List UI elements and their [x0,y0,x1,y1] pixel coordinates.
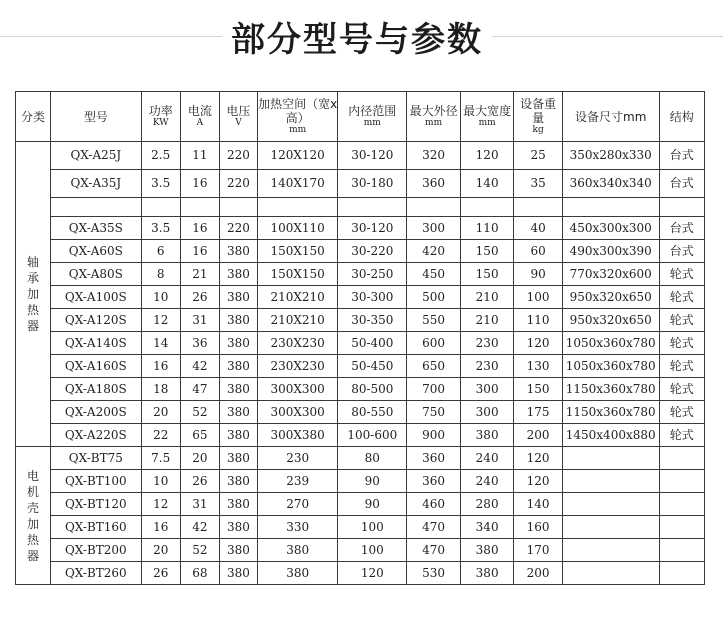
table-cell: 160 [514,516,562,539]
table-cell: 1150x360x780 [562,401,659,424]
table-cell: 110 [514,309,562,332]
table-cell: 65 [180,424,219,447]
table-cell: 120 [460,142,514,170]
table-row [16,493,705,516]
column-header [257,92,337,142]
table-cell: 120 [338,562,407,585]
table-cell: 120X120 [257,142,337,170]
table-cell: 300X380 [257,424,337,447]
table-cell: QX-A160S [51,355,142,378]
table-cell: 16 [141,355,180,378]
table-cell: 380 [257,562,337,585]
table-cell: 轮式 [659,286,704,309]
table-cell: 10 [141,286,180,309]
table-cell: 550 [407,309,461,332]
table-cell [562,516,659,539]
table-header [16,92,705,142]
table-cell: QX-BT260 [51,562,142,585]
table-row [16,286,705,309]
table-cell: 300 [407,217,461,240]
column-header-unit: kg [532,125,544,135]
category-cell: 电机壳加热器 [16,447,51,585]
column-header [514,92,562,142]
table-cell: 120 [514,447,562,470]
table-cell: 11 [180,142,219,170]
column-header-label: 结构 [669,109,694,124]
table-row [16,539,705,562]
table-cell: 380 [219,378,257,401]
table-cell: 380 [219,309,257,332]
table-cell: 50-450 [338,355,407,378]
table-cell: 600 [407,332,461,355]
table-cell [659,516,704,539]
table-cell: QX-BT120 [51,493,142,516]
table-cell: 20 [141,539,180,562]
table-cell: 80 [338,447,407,470]
table-cell: 360 [407,447,461,470]
table-cell: 380 [460,539,514,562]
table-row [16,378,705,401]
table-cell [562,562,659,585]
column-header-unit: mm [363,118,381,128]
table-cell: 30-120 [338,142,407,170]
title-rule-right [492,36,723,37]
table-cell [562,470,659,493]
table-cell: 350x280x330 [562,142,659,170]
table-cell: 230 [460,332,514,355]
table-cell: QX-A35S [51,217,142,240]
table-row [16,263,705,286]
table-cell: 360x340x340 [562,170,659,198]
table-cell [514,198,562,217]
column-header-label: 内径范围 [348,104,397,118]
table-cell: 200 [514,562,562,585]
table-cell: 100 [338,516,407,539]
table-cell: 470 [407,539,461,562]
table-cell: 220 [219,142,257,170]
table-cell: QX-BT160 [51,516,142,539]
table-cell: 轮式 [659,401,704,424]
table-cell: 31 [180,493,219,516]
table-cell: 175 [514,401,562,424]
table-cell: 40 [514,217,562,240]
column-header-unit: mm [425,118,443,128]
table-cell: QX-A60S [51,240,142,263]
table-cell: 360 [407,470,461,493]
table-cell: 42 [180,516,219,539]
column-header [338,92,407,142]
table-cell: 420 [407,240,461,263]
table-cell [659,539,704,562]
table-row [16,516,705,539]
table-cell: 530 [407,562,461,585]
table-cell [562,447,659,470]
table-cell: 230 [257,447,337,470]
column-header [562,92,659,142]
table-cell: 150 [514,378,562,401]
table-row [16,562,705,585]
table-cell: 380 [219,493,257,516]
table-cell: 16 [141,516,180,539]
column-header-label: 电压 [226,104,251,118]
table-cell: 16 [180,240,219,263]
table-cell: 950x320x650 [562,286,659,309]
column-header-label: 型号 [83,109,108,124]
table-cell: 650 [407,355,461,378]
title-banner [0,0,723,80]
table-cell: 26 [141,562,180,585]
table-cell: 1050x360x780 [562,355,659,378]
table-cell: 台式 [659,142,704,170]
table-cell: 380 [257,539,337,562]
table-cell: 380 [219,240,257,263]
table-cell: 3.5 [141,217,180,240]
table-row [16,170,705,198]
table-body [16,142,705,585]
table-cell: 470 [407,516,461,539]
table-cell: 500 [407,286,461,309]
table-cell: 460 [407,493,461,516]
table-cell: 210X210 [257,286,337,309]
table-cell: 18 [141,378,180,401]
table-cell: 380 [219,539,257,562]
table-cell: 22 [141,424,180,447]
table-cell: 210 [460,309,514,332]
table-cell: 130 [514,355,562,378]
table-cell: 60 [514,240,562,263]
table-cell: 2.5 [141,142,180,170]
table-cell: QX-A80S [51,263,142,286]
column-header [141,92,180,142]
table-cell: 380 [219,332,257,355]
table-cell: QX-A25J [51,142,142,170]
column-header [407,92,461,142]
column-header-unit: KW [152,118,169,128]
table-cell: QX-A220S [51,424,142,447]
table-cell: 240 [460,470,514,493]
table-cell: QX-BT200 [51,539,142,562]
column-header [51,92,142,142]
table-cell: QX-A120S [51,309,142,332]
table-cell: 25 [514,142,562,170]
table-cell: 30-180 [338,170,407,198]
table-cell: 230X230 [257,332,337,355]
table-cell: 300X300 [257,401,337,424]
table-cell: 770x320x600 [562,263,659,286]
table-cell: 380 [219,401,257,424]
table-cell: 170 [514,539,562,562]
table-cell: 140X170 [257,170,337,198]
table-cell [659,562,704,585]
table-cell: 380 [219,424,257,447]
table-cell: QX-A35J [51,170,142,198]
table-cell: 30-250 [338,263,407,286]
table-cell: 台式 [659,217,704,240]
table-cell: 220 [219,170,257,198]
table-cell: 3.5 [141,170,180,198]
table-cell: 6 [141,240,180,263]
table-cell: 8 [141,263,180,286]
table-cell: 50-400 [338,332,407,355]
column-header-label: 加热空间（宽x高） [258,97,338,125]
table-cell [219,198,257,217]
table-cell: 1150x360x780 [562,378,659,401]
category-cell: 轴承加热器 [16,142,51,447]
table-cell: 47 [180,378,219,401]
table-cell: 239 [257,470,337,493]
table-cell [180,198,219,217]
table-cell: 30-300 [338,286,407,309]
table-cell: 120 [514,332,562,355]
table-cell: 300 [460,401,514,424]
table-cell: 30-120 [338,217,407,240]
table-cell: 52 [180,401,219,424]
table-cell [257,198,337,217]
table-cell: 200 [514,424,562,447]
table-cell: 380 [219,286,257,309]
table-cell: 120 [514,470,562,493]
table-cell: 80-550 [338,401,407,424]
table-cell: 380 [219,470,257,493]
table-cell: 150 [460,240,514,263]
table-cell: 450 [407,263,461,286]
table-cell [562,493,659,516]
table-row [16,447,705,470]
table-cell: 30-350 [338,309,407,332]
table-cell: QX-A200S [51,401,142,424]
table-cell [659,470,704,493]
table-cell: QX-A140S [51,332,142,355]
table-cell: 14 [141,332,180,355]
table-cell: 42 [180,355,219,378]
table-cell: 490x300x390 [562,240,659,263]
table-cell: 380 [460,562,514,585]
table-cell: 110 [460,217,514,240]
table-cell: 450x300x300 [562,217,659,240]
table-cell: 30-220 [338,240,407,263]
table-cell: 16 [180,170,219,198]
table-cell: 150 [460,263,514,286]
column-header [180,92,219,142]
table-cell [338,198,407,217]
table-cell: 380 [219,355,257,378]
column-header [659,92,704,142]
table-cell: 35 [514,170,562,198]
table-cell: 100X110 [257,217,337,240]
table-cell: 轮式 [659,424,704,447]
column-header-unit: A [196,118,204,128]
table-row [16,424,705,447]
column-header-label: 设备尺寸mm [575,109,647,124]
table-cell: 轮式 [659,332,704,355]
table-cell: 21 [180,263,219,286]
table-cell: 230 [460,355,514,378]
table-cell: 52 [180,539,219,562]
table-row [16,309,705,332]
table-row [16,401,705,424]
table-cell: 380 [460,424,514,447]
table-cell: 12 [141,309,180,332]
table-cell: 140 [460,170,514,198]
table-cell [562,539,659,562]
table-cell: 36 [180,332,219,355]
table-cell: 340 [460,516,514,539]
table-cell [407,198,461,217]
table-cell: 100-600 [338,424,407,447]
table-cell [562,198,659,217]
table-cell: 轮式 [659,263,704,286]
table-cell: QX-A180S [51,378,142,401]
column-header-label: 电流 [187,104,212,118]
table-cell: 300 [460,378,514,401]
table-cell: 210X210 [257,309,337,332]
table-cell: 1450x400x880 [562,424,659,447]
table-row [16,198,705,217]
column-header [219,92,257,142]
table-cell: 90 [514,263,562,286]
table-cell: 26 [180,470,219,493]
table-cell: 31 [180,309,219,332]
table-cell: 230X230 [257,355,337,378]
table-cell: 950x320x650 [562,309,659,332]
table-cell: 700 [407,378,461,401]
table-cell [460,198,514,217]
table-cell: 1050x360x780 [562,332,659,355]
table-cell: 220 [219,217,257,240]
table-cell: 轮式 [659,309,704,332]
table-cell: 台式 [659,170,704,198]
table-cell: QX-BT75 [51,447,142,470]
table-cell: 380 [219,562,257,585]
table-cell: 26 [180,286,219,309]
table-cell: QX-BT100 [51,470,142,493]
column-header-unit: mm [289,125,307,135]
table-cell [659,493,704,516]
table-row [16,217,705,240]
table-cell: 100 [338,539,407,562]
table-cell: 900 [407,424,461,447]
table-cell: 330 [257,516,337,539]
table-cell: 380 [219,447,257,470]
table-row [16,142,705,170]
table-cell: 7.5 [141,447,180,470]
table-cell: 750 [407,401,461,424]
table-cell: 68 [180,562,219,585]
table-row [16,332,705,355]
table-cell: 台式 [659,240,704,263]
table-cell: 80-500 [338,378,407,401]
table-cell: 90 [338,470,407,493]
column-header-unit: mm [478,118,496,128]
table-cell: 90 [338,493,407,516]
table-cell: 100 [514,286,562,309]
parameters-table [15,91,705,585]
column-header-label: 功率 [148,104,173,118]
table-cell: 20 [180,447,219,470]
column-header [460,92,514,142]
column-header-label: 最大宽度 [463,104,512,118]
table-cell: 270 [257,493,337,516]
table-cell [659,198,704,217]
table-cell: 16 [180,217,219,240]
table-cell: 300X300 [257,378,337,401]
column-header-label: 最大外径 [409,104,458,118]
table-cell: 140 [514,493,562,516]
table-cell: 轮式 [659,378,704,401]
table-cell: 150X150 [257,240,337,263]
table-cell: 轮式 [659,355,704,378]
title-rule-left [0,36,222,37]
table-cell: 380 [219,263,257,286]
page-title: 部分型号与参数 [231,20,483,60]
table-row [16,470,705,493]
table-cell: 240 [460,447,514,470]
table-cell [51,198,142,217]
table-cell: QX-A100S [51,286,142,309]
table-row [16,355,705,378]
table-cell [141,198,180,217]
column-header [16,92,51,142]
table-cell: 10 [141,470,180,493]
table-cell: 12 [141,493,180,516]
table-cell [659,447,704,470]
column-header-label: 设备重量 [520,97,557,125]
table-cell: 380 [219,516,257,539]
table-cell: 360 [407,170,461,198]
table-cell: 320 [407,142,461,170]
column-header-label: 分类 [21,109,46,124]
table-cell: 150X150 [257,263,337,286]
header-row [16,92,705,142]
table-cell: 210 [460,286,514,309]
column-header-unit: V [235,118,242,128]
table-row [16,240,705,263]
table-cell: 20 [141,401,180,424]
table-cell: 280 [460,493,514,516]
